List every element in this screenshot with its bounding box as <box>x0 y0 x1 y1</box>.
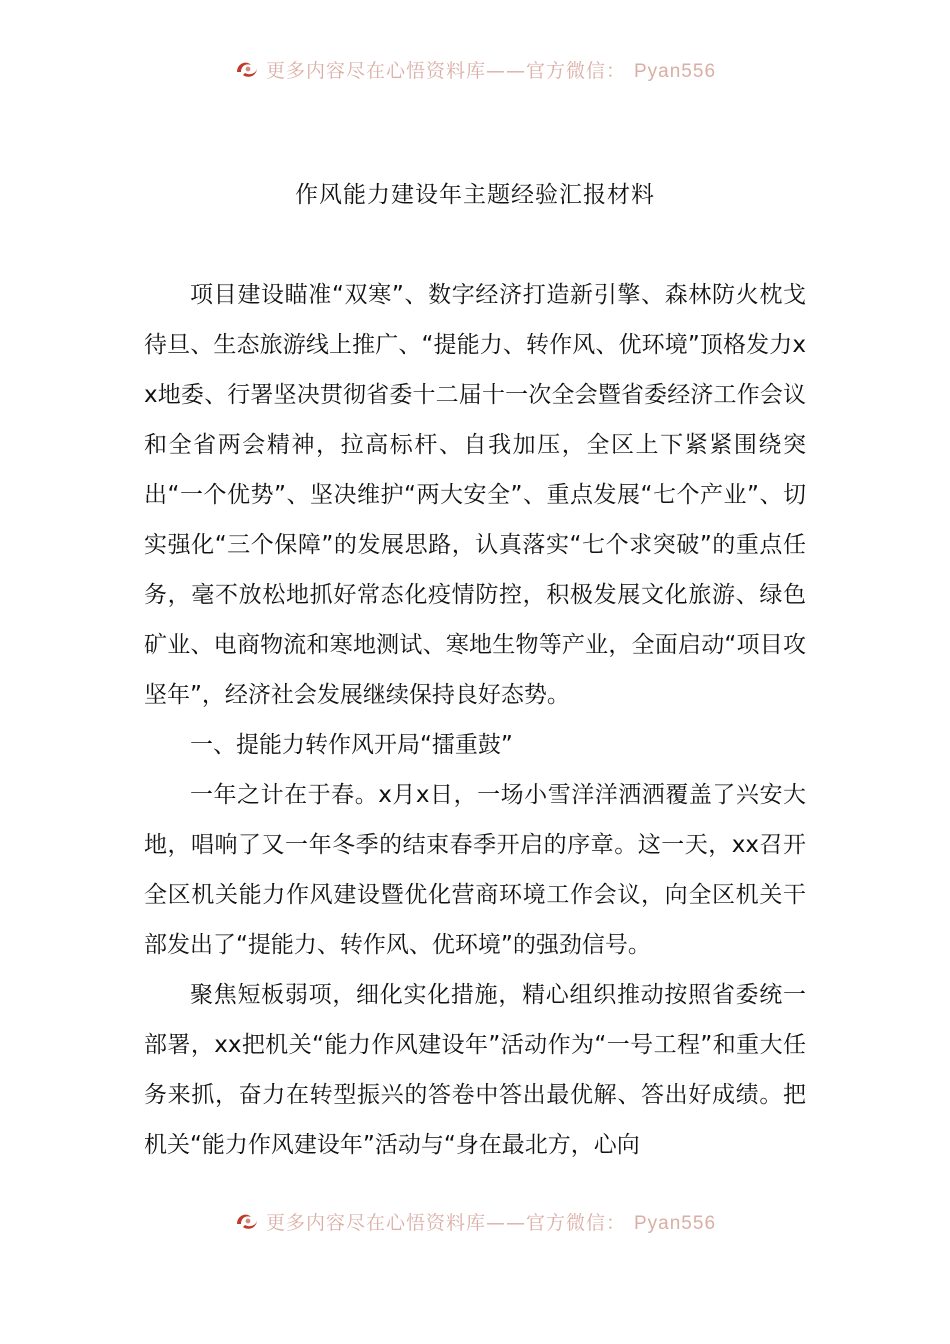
document-title: 作风能力建设年主题经验汇报材料 <box>295 182 655 208</box>
brand-logo-icon <box>234 1209 260 1233</box>
paragraph: 一年之计在于春。x月x日，一场小雪洋洋洒洒覆盖了兴安大地，唱响了又一年冬季的结束春季开启的序章。这一天，xx召开全区机关能力作风建设暨优化营商环境工作会议，向全区机关干部发出了“提能力、转作风、优环境”的强劲信号。 <box>144 782 806 958</box>
section-heading: 一、提能力转作风开局“擂重鼓” <box>190 732 513 758</box>
brand-logo-icon <box>234 57 260 81</box>
footer-watermark <box>0 1208 950 1234</box>
header-watermark <box>0 56 950 82</box>
watermark-text: 更多内容尽在心悟资料库——官方微信： Pyan556 <box>265 59 717 82</box>
watermark-text: 更多内容尽在心悟资料库——官方微信： Pyan556 <box>265 1211 717 1234</box>
paragraph: 项目建设瞄准“双寒”、数字经济打造新引擎、森林防火枕戈待旦、生态旅游线上推广、“提能力、转作风、优环境”顶格发力xx地委、行署坚决贯彻省委十二届十一次全会暨省委经济工作会议和全省两会精神，拉高标杆、自我加压，全区上下紧紧围绕突出“一个优势”、坚决维护“两大安全”、重点发展“七个产业”、切实强化“三个保障”的发展思路，认真落实“七个求突破”的重点任务，毫不放松地抓好常态化疫情防控，积极发展文化旅游、绿色矿业、电商物流和寒地测试、寒地生物等产业，全面启动“项目攻坚年”，经济社会发展继续保持良好态势。 <box>144 282 806 708</box>
paragraph: 聚焦短板弱项，细化实化措施，精心组织推动按照省委统一部署，xx把机关“能力作风建设年”活动作为“一号工程”和重大任务来抓，奋力在转型振兴的答卷中答出最优解、答出好成绩。把机关“能力作风建设年”活动与“身在最北方，心向 <box>144 982 806 1158</box>
document-body <box>144 270 806 1170</box>
